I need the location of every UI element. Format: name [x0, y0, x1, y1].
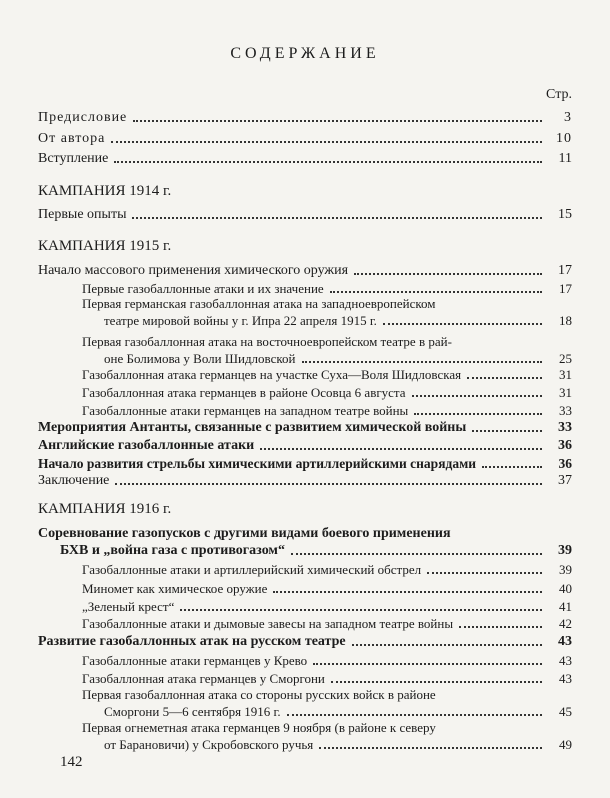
section-heading-1914: КАМПАНИЯ 1914 г.	[38, 183, 172, 199]
toc-entry[interactable]	[38, 472, 572, 489]
leader-dots	[383, 322, 542, 325]
toc-entry-text-line2: от Барановичи) у Скробовского ручья	[104, 737, 314, 752]
section-heading-1916: КАМПАНИЯ 1916 г.	[38, 501, 172, 517]
toc-entry-page: 18	[559, 313, 572, 328]
toc-entry-text: Газобаллонная атака германцев в районе Осовца 6 августа	[82, 385, 406, 400]
toc-entry-page: 3	[564, 110, 572, 125]
leader-dots	[319, 746, 542, 749]
toc-entry[interactable]	[82, 670, 572, 687]
toc-entry-text: Газобаллонные атаки и дымовые завесы на западном театре войны	[82, 616, 454, 631]
toc-entry-text: Мероприятия Антанты, связанные с развитием химической войны	[38, 420, 467, 435]
toc-entry-page: 45	[559, 704, 572, 719]
toc-entry[interactable]	[82, 598, 572, 615]
toc-entry-text: Предисловие	[38, 110, 128, 125]
toc-entry-page: 33	[558, 420, 572, 435]
toc-entry-page: 37	[558, 473, 572, 488]
toc-entry-page: 10	[556, 131, 572, 146]
leader-dots	[472, 429, 542, 432]
toc-entry[interactable]	[38, 437, 572, 454]
leader-dots	[115, 482, 542, 485]
leader-dots	[273, 590, 542, 593]
toc-entry[interactable]	[82, 366, 572, 383]
toc-entry-text: Газобаллонные атаки германцев на западном театре войны	[82, 403, 409, 418]
toc-entry-text: Начало развития стрельбы химическими артиллерийскими снарядами	[38, 456, 477, 471]
leader-dots	[331, 680, 542, 683]
toc-entry-page: 39	[559, 562, 572, 577]
page-title: СОДЕРЖАНИЕ	[230, 45, 380, 62]
toc-entry-text-line2: БХВ и „война газа с противогазом“	[60, 543, 285, 558]
toc-entry-text: Газобаллонная атака германцев у Сморгони	[82, 671, 325, 686]
leader-dots	[291, 552, 542, 555]
toc-entry-page: 33	[559, 403, 572, 418]
toc-entry[interactable]	[82, 384, 572, 401]
toc-entry-page: 15	[558, 207, 572, 222]
leader-dots	[354, 272, 542, 275]
toc-entry-author[interactable]	[38, 130, 572, 147]
page-column-label: Стр.	[546, 87, 572, 102]
toc-entry[interactable]	[38, 455, 572, 472]
toc-entry-preface[interactable]	[38, 109, 572, 126]
leader-dots	[260, 447, 542, 450]
section-heading-1915: КАМПАНИЯ 1915 г.	[38, 238, 172, 254]
leader-dots	[302, 360, 543, 363]
toc-entry-page: 11	[558, 151, 572, 166]
toc-entry-text: Газобаллонная атака германцев на участке Суха—Воля Шидловская	[82, 367, 462, 382]
toc-entry-page: 25	[559, 351, 572, 366]
toc-entry-page: 43	[558, 634, 572, 649]
toc-entry-page: 42	[559, 616, 572, 631]
toc-entry[interactable]	[82, 295, 572, 329]
toc-entry-page: 49	[559, 737, 572, 752]
toc-entry-text-line1: Первая германская газобаллонная атака на западноевропейском	[82, 296, 436, 311]
toc-entry[interactable]	[38, 206, 572, 223]
leader-dots	[313, 662, 542, 665]
toc-entry[interactable]	[82, 561, 572, 578]
toc-entry-page: 43	[559, 653, 572, 668]
toc-entry-text: Первые газобаллонные атаки и их значение	[82, 281, 324, 296]
toc-entry-text: Заключение	[38, 473, 110, 488]
leader-dots	[414, 412, 542, 415]
toc-entry-introduction[interactable]	[38, 150, 572, 167]
leader-dots	[467, 376, 542, 379]
toc-entry[interactable]	[82, 652, 572, 669]
toc-entry-page: 17	[559, 281, 572, 296]
leader-dots	[459, 625, 542, 628]
toc-entry-text-line2: Сморгони 5—6 сентября 1916 г.	[104, 704, 281, 719]
toc-entry[interactable]	[82, 333, 572, 367]
toc-entry-text: Начало массового применения химического оружия	[38, 263, 349, 278]
toc-entry[interactable]	[82, 686, 572, 720]
toc-entry[interactable]	[38, 419, 572, 436]
toc-entry-page: 17	[558, 263, 572, 278]
toc-entry[interactable]	[82, 402, 572, 419]
leader-dots	[412, 394, 542, 397]
leader-dots	[427, 571, 542, 574]
toc-entry-text: Миномет как химическое оружие	[82, 581, 268, 596]
toc-entry-page: 41	[559, 599, 572, 614]
leader-dots	[330, 290, 542, 293]
toc-entry-page: 40	[559, 581, 572, 596]
leader-dots	[111, 140, 542, 143]
leader-dots	[180, 608, 542, 611]
toc-entry-text: Газобаллонные атаки и артиллерийский химический обстрел	[82, 562, 422, 577]
toc-entry-text-line1: Соревнование газопусков с другими видами боевого применения	[38, 526, 451, 541]
leader-dots	[133, 119, 542, 122]
toc-entry-text: От автора	[38, 131, 106, 146]
toc-entry[interactable]	[82, 719, 572, 753]
toc-entry-text: Вступление	[38, 151, 109, 166]
leader-dots	[287, 713, 542, 716]
toc-entry[interactable]	[82, 615, 572, 632]
toc-entry[interactable]	[38, 262, 572, 279]
footer-page-number: 142	[60, 754, 83, 770]
toc-entry-page: 36	[558, 456, 572, 471]
toc-entry[interactable]	[38, 525, 572, 559]
toc-entry-text-line2: оне Болимова у Воли Шидловской	[104, 351, 296, 366]
toc-entry-text: Первые опыты	[38, 207, 127, 222]
toc-entry-text-line1: Первая газобаллонная атака со стороны русских войск в районе	[82, 687, 436, 702]
toc-entry[interactable]	[82, 580, 572, 597]
toc-entry-text-line1: Первая огнеметная атака германцев 9 ноября (в районе к северу	[82, 720, 436, 735]
toc-entry-text: Развитие газобаллонных атак на русском театре	[38, 634, 346, 649]
toc-entry-page: 36	[558, 438, 572, 453]
toc-entry-text-line2: театре мировой войны у г. Ипра 22 апреля 1915 г.	[104, 313, 377, 328]
leader-dots	[352, 643, 542, 646]
leader-dots	[132, 216, 542, 219]
leader-dots	[114, 160, 542, 163]
toc-entry-text-line1: Первая газобаллонная атака на восточноевропейском театре в рай-	[82, 334, 452, 349]
toc-entry-page: 39	[558, 543, 572, 558]
toc-entry-text: „Зеленый крест“	[82, 599, 175, 614]
toc-entry-text: Английские газобаллонные атаки	[38, 438, 255, 453]
toc-entry-page: 31	[559, 367, 572, 382]
toc-entry-page: 31	[559, 385, 572, 400]
leader-dots	[482, 465, 542, 468]
toc-entry[interactable]	[38, 633, 572, 650]
toc-entry-text: Газобаллонные атаки германцев у Крево	[82, 653, 308, 668]
toc-entry-page: 43	[559, 671, 572, 686]
